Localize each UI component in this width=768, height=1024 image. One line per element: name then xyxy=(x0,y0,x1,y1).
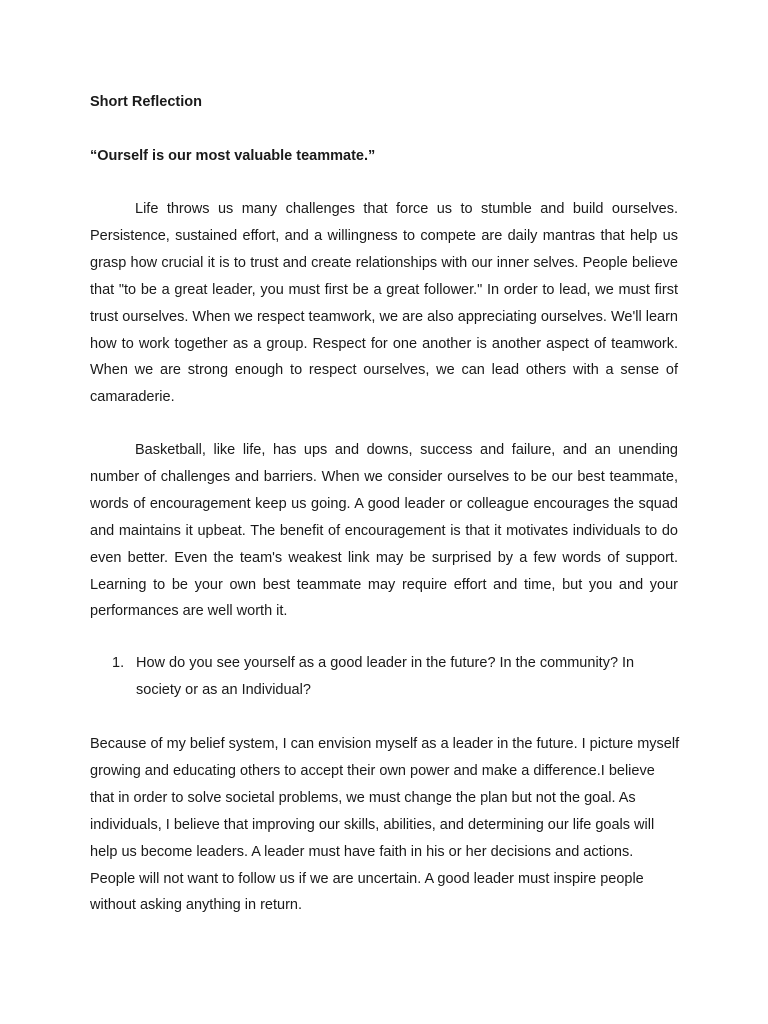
question-item-1 xyxy=(90,650,678,704)
body-paragraph-2: Basketball, like life, has ups and downs, success and failure, and an unending number of challenges and barriers. When we consider ourselves to be our best teammate, words of encouragement keep us going. A good leader or colleague encourages the squad and maintains it upbeat. The benefit of encouragement is that it motivates individuals to do even better. Even the team's weakest link may be surprised by a few words of support. Learning to be your own best teammate may require effort and time, but you and your performances are well worth it. xyxy=(90,442,678,620)
document-title: Short Reflection xyxy=(90,94,202,110)
document-quote: “Ourself is our most valuable teammate.” xyxy=(90,148,376,164)
question-text: How do you see yourself as a good leader in the future? In the community? In society or as an Individual? xyxy=(136,655,635,698)
body-paragraph-1: Life throws us many challenges that force us to stumble and build ourselves. Persistence, sustained effort, and a willingness to compete are daily mantras that help us grasp how crucial it is to trust and create relationships with our inner selves. People believe that "to be a great leader, you must first be a great follower." In order to lead, we must first trust ourselves. When we respect teamwork, we are also appreciating ourselves. We'll learn how to work together as a group. Respect for one another is another aspect of teamwork. When we are strong enough to respect ourselves, we can lead others with a sense of camaraderie. xyxy=(90,201,678,406)
question-number: 1. xyxy=(112,655,125,671)
answer-paragraph: Because of my belief system, I can envision myself as a leader in the future. I picture myself growing and educating others to accept their own power and make a difference.I believe that in order to solve societal problems, we must change the plan but not the goal. As individuals, I believe that improving our skills, abilities, and determining our life goals will help us become leaders. A leader must have faith in his or her decisions and actions. People will not want to follow us if we are uncertain. A good leader must inspire people without asking anything in return. xyxy=(90,736,680,914)
question-list xyxy=(90,650,678,704)
